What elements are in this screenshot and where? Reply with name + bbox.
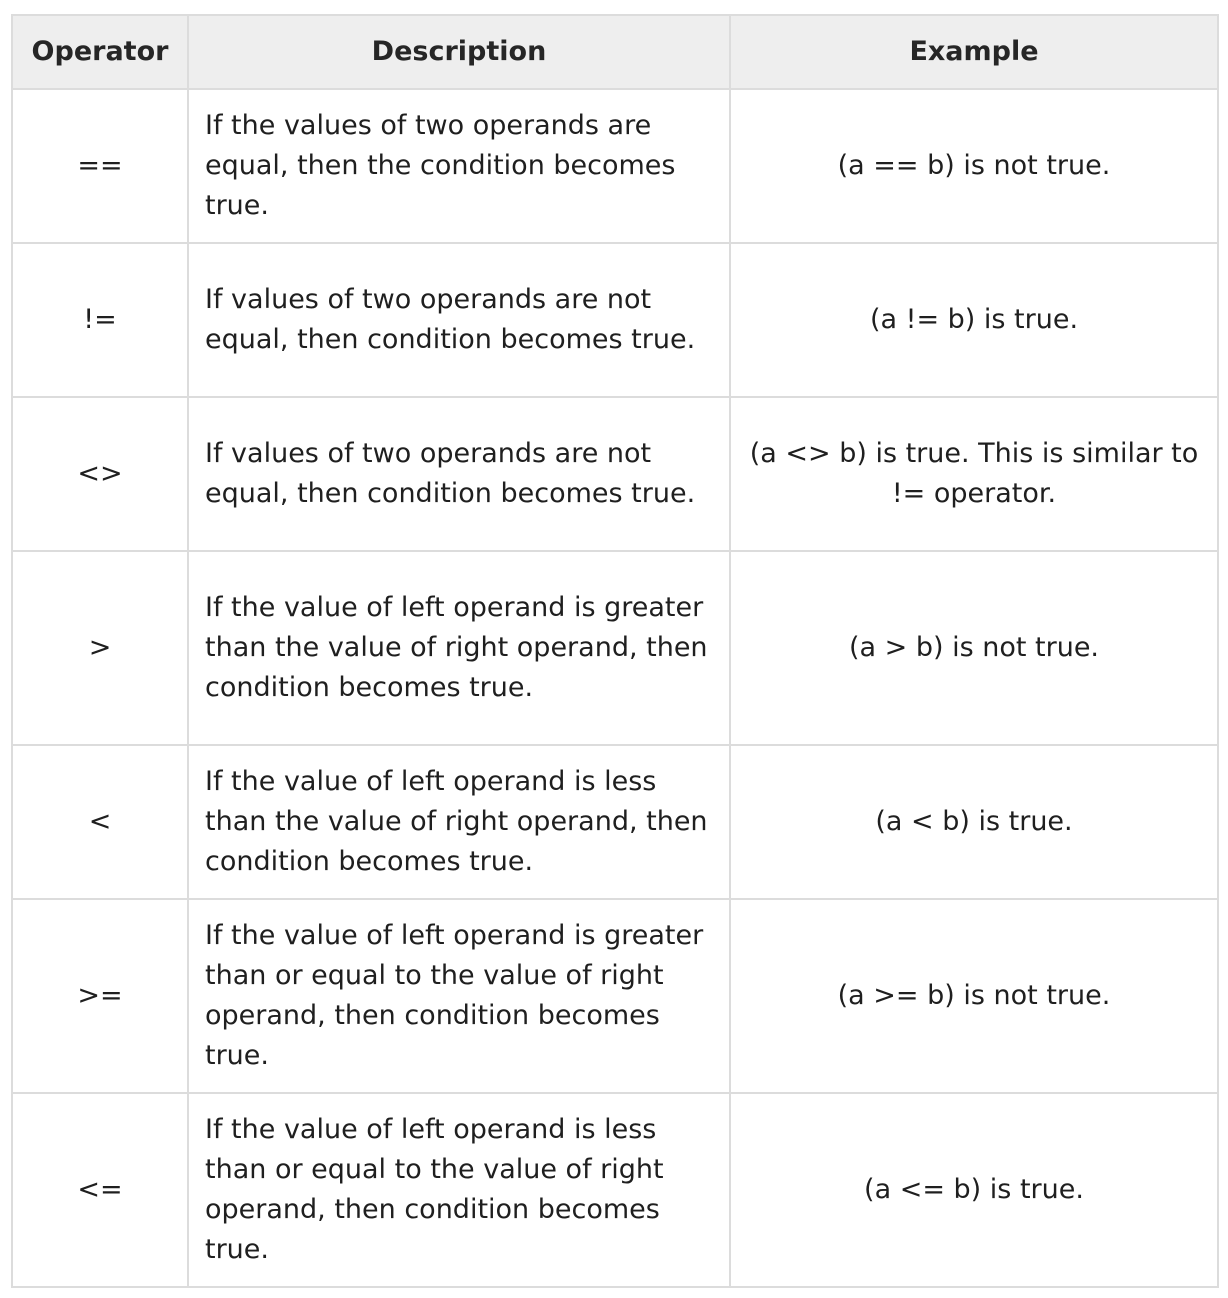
operator-cell: > <box>12 551 188 745</box>
example-cell: (a == b) is not true. <box>730 89 1218 243</box>
example-cell: (a <= b) is true. <box>730 1093 1218 1287</box>
operator-cell: == <box>12 89 188 243</box>
description-cell: If values of two operands are not equal, then condition becomes true. <box>188 397 730 551</box>
table-row <box>12 899 1218 1093</box>
example-cell: (a < b) is true. <box>730 745 1218 899</box>
description-cell: If the value of left operand is greater than or equal to the value of right operand, then condition becomes true. <box>188 899 730 1093</box>
description-cell: If values of two operands are not equal, then condition becomes true. <box>188 243 730 397</box>
header-example: Example <box>730 15 1218 89</box>
table-body <box>12 89 1218 1287</box>
operators-table-container <box>11 14 1217 1288</box>
description-cell: If the value of left operand is less than or equal to the value of right operand, then condition becomes true. <box>188 1093 730 1287</box>
table-row <box>12 1093 1218 1287</box>
operator-cell: != <box>12 243 188 397</box>
operator-cell: <= <box>12 1093 188 1287</box>
example-cell: (a > b) is not true. <box>730 551 1218 745</box>
operator-cell: >= <box>12 899 188 1093</box>
table-header <box>12 15 1218 89</box>
example-cell: (a >= b) is not true. <box>730 899 1218 1093</box>
header-operator: Operator <box>12 15 188 89</box>
description-cell: If the value of left operand is less than the value of right operand, then condition becomes true. <box>188 745 730 899</box>
example-cell: (a != b) is true. <box>730 243 1218 397</box>
header-row <box>12 15 1218 89</box>
operator-cell: < <box>12 745 188 899</box>
operator-cell: <> <box>12 397 188 551</box>
description-cell: If the values of two operands are equal, then the condition becomes true. <box>188 89 730 243</box>
header-description: Description <box>188 15 730 89</box>
description-cell: If the value of left operand is greater than the value of right operand, then condition becomes true. <box>188 551 730 745</box>
table-row <box>12 745 1218 899</box>
table-row <box>12 89 1218 243</box>
example-cell: (a <> b) is true. This is similar to != operator. <box>730 397 1218 551</box>
table-row <box>12 243 1218 397</box>
comparison-operators-table <box>11 14 1219 1288</box>
table-row <box>12 551 1218 745</box>
table-row <box>12 397 1218 551</box>
